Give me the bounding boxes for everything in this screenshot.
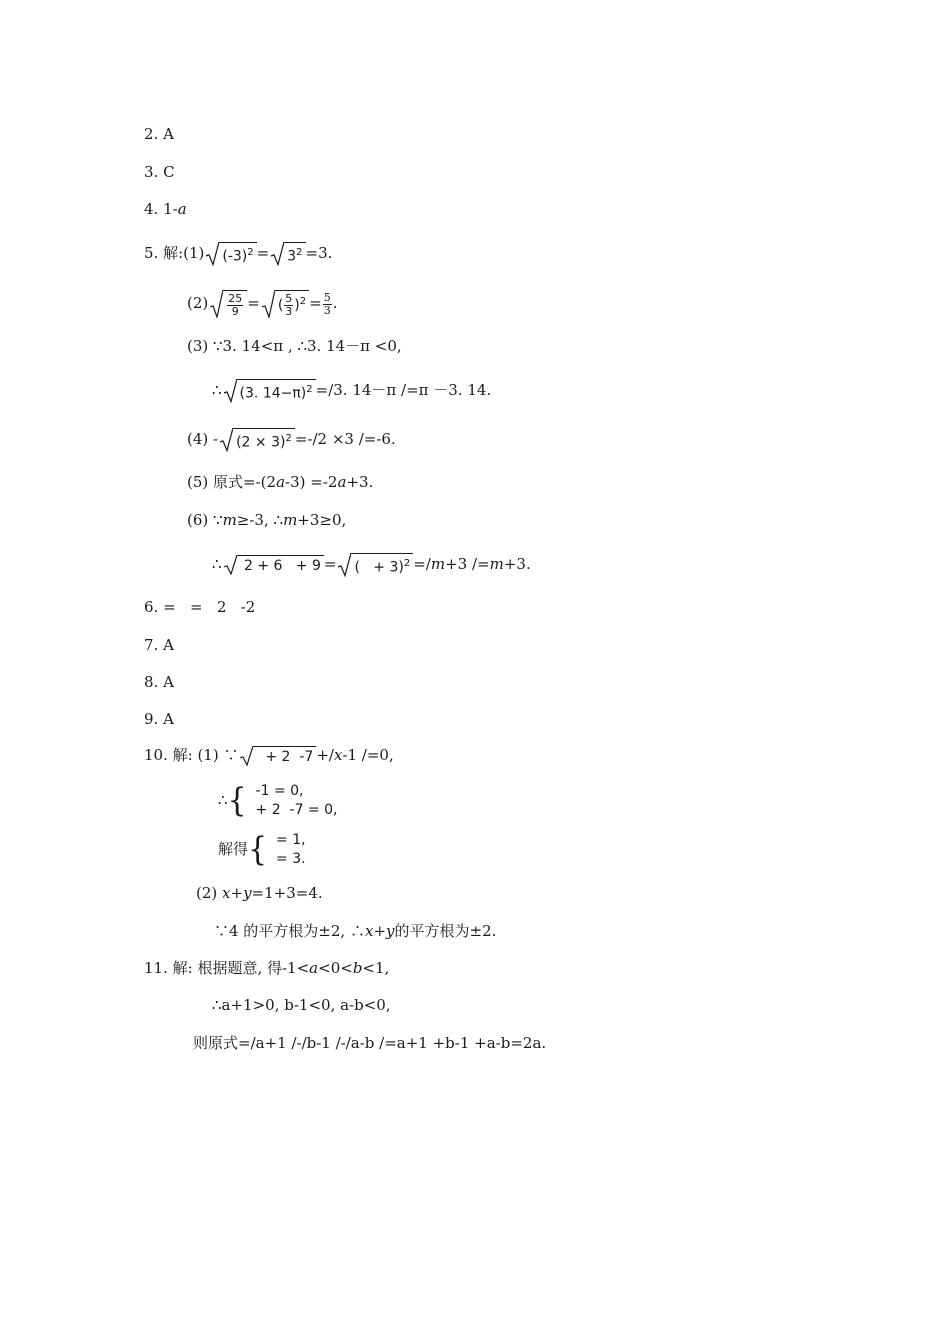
answer-10-part3: [214, 921, 496, 941]
p2-num: 25: [228, 292, 243, 306]
p1-result: =3.: [305, 243, 333, 262]
answer-4: [144, 199, 187, 219]
answer-5-part3a: (3) ∵3. 14<π , ∴3. 14－π <0,: [187, 337, 402, 355]
p6b-post2: +3 /=: [445, 554, 490, 573]
p4-rad: (2 × 3): [236, 434, 286, 451]
a10p3-plus: +: [373, 922, 387, 940]
a10p3-pre: ∵4 的平方根为±2, ∴: [214, 922, 365, 940]
a10-var: x: [333, 746, 343, 764]
answer-10-system2: [218, 830, 306, 869]
p6b-rad2: ( + 3): [354, 559, 404, 576]
a10-post2: -1 /=0,: [342, 746, 394, 764]
answer-5-label: 5. 解:: [144, 243, 184, 262]
a11-mid: <0<: [318, 959, 353, 977]
answer-5-part5: [187, 472, 373, 492]
sqrt-icon: [206, 242, 256, 266]
a10-label: 10. 解: (1) ∵: [144, 746, 239, 764]
p6a-var: m: [222, 511, 237, 529]
sqrt-icon: [210, 290, 247, 318]
left-brace-icon: {: [227, 781, 247, 820]
fraction: [284, 293, 293, 318]
sys1-pre: ∴: [218, 791, 228, 809]
sqrt-icon: [224, 555, 324, 575]
a11-end: <1,: [362, 959, 390, 977]
p6b-end: +3.: [503, 554, 531, 573]
p5-end: +3.: [346, 473, 374, 491]
answer-11-line1: [144, 958, 389, 978]
p2-den: 9: [231, 305, 239, 319]
sys1-line1: -1 = 0,: [246, 783, 304, 799]
sqrt-icon: ( $\frac{5}{3}$ )$^2$: [262, 290, 309, 318]
p1-exp: 2: [247, 247, 254, 258]
a10p2-plus: +: [230, 884, 244, 902]
answer-8: 8. A: [144, 673, 174, 691]
sqrt-icon: [271, 242, 305, 266]
sys2-pre: 解得: [218, 840, 249, 858]
p3b-pre: ∴: [212, 380, 222, 399]
answer-5-part3b: [212, 379, 491, 403]
p6a-var2: m: [283, 511, 298, 529]
a10-rad: + 2 -7: [253, 746, 316, 766]
p6b-exp: 2: [403, 558, 411, 569]
a10-post1: +/: [316, 746, 334, 764]
p2-label: (2): [187, 294, 209, 313]
a10p2-var: x: [222, 884, 231, 902]
p6a-mid: ≥-3, ∴: [236, 511, 284, 529]
answer-5-part6b: [212, 553, 531, 577]
p6b-rad1: 2 + 6 + 9: [237, 555, 324, 575]
a11-pre: 11. 解: 根据题意, 得-1<: [144, 959, 310, 977]
p6b-var: m: [430, 554, 446, 573]
a11-b: b: [352, 959, 363, 977]
p2-end: .: [332, 294, 338, 313]
answer-10-system1: [218, 781, 337, 820]
p3b-post: =/3. 14－π /=π －3. 14.: [315, 380, 492, 399]
a10p3-var: x: [364, 922, 374, 940]
p1-rad1: (-3): [222, 248, 248, 265]
answer-4-var: a: [177, 200, 187, 218]
left-brace-icon: {: [248, 830, 268, 869]
answer-4-prefix: 4. 1-: [144, 200, 178, 218]
a11-a: a: [309, 959, 319, 977]
answer-5-p1-label: (1): [183, 243, 205, 262]
a10p2-end: =1+3=4.: [251, 884, 323, 902]
p3b-exp: 2: [306, 384, 313, 395]
p2-res-num: 5: [323, 290, 331, 304]
sys2-line1: = 1,: [267, 832, 306, 848]
sqrt-icon: [338, 553, 413, 577]
answer-5-part2: [187, 290, 338, 318]
answer-6: 6. = = 2 -2: [144, 598, 256, 616]
sqrt-icon: [220, 428, 295, 452]
p6b-var2: m: [489, 554, 504, 573]
p1-exp2: 2: [296, 247, 303, 258]
p2-inner-num: 5: [285, 292, 293, 306]
a10p2-var2: y: [243, 884, 252, 902]
p4-pre: (4) -: [187, 429, 219, 448]
fraction: [323, 292, 332, 317]
p2-exp: 2: [299, 296, 307, 307]
p2-eq: =: [247, 294, 260, 313]
p6b-pre: ∴: [212, 554, 222, 573]
p3b-rad: (3. 14−π): [239, 385, 307, 402]
answer-5-part1: [144, 242, 332, 266]
answer-10-part1: [144, 745, 394, 766]
answer-3: 3. C: [144, 163, 175, 181]
a10p2-pre: (2): [196, 884, 223, 902]
p5-mid: -3) =-2: [285, 473, 338, 491]
p2-res-den: 3: [323, 303, 331, 317]
answer-10-part2: [196, 883, 323, 903]
p4-exp: 2: [285, 433, 292, 444]
p6b-eq: =: [323, 554, 337, 573]
answer-9: 9. A: [144, 710, 174, 728]
p6b-post1: =/: [413, 554, 431, 573]
answer-5-part6a: [187, 510, 346, 530]
p2-eq2: =: [309, 294, 322, 313]
p6a-pre: (6) ∵: [187, 511, 223, 529]
sys2-line2: = 3.: [267, 851, 306, 867]
answer-2: 2. A: [144, 125, 174, 143]
p1-eq: =: [256, 243, 270, 262]
p5-var2: a: [337, 473, 347, 491]
p4-post: =-/2 ×3 /=-6.: [294, 429, 396, 448]
p5-var: a: [276, 473, 286, 491]
fraction: [227, 293, 243, 318]
sqrt-icon: [240, 746, 316, 766]
sqrt-icon: [224, 379, 316, 403]
p6a-end: +3≥0,: [297, 511, 347, 529]
answer-5-part4: [187, 428, 396, 452]
sys1-line2: + 2 -7 = 0,: [246, 802, 338, 818]
answer-11-line3: 则原式=/a+1 /-/b-1 /-/a-b /=a+1 +b-1 +a-b=2a.: [193, 1034, 547, 1052]
answer-7: 7. A: [144, 636, 174, 654]
a10p3-end: 的平方根为±2.: [394, 922, 497, 940]
p2-inner-den: 3: [285, 305, 293, 319]
p5-pre: (5) 原式=-(2: [187, 473, 277, 491]
a10p3-var2: y: [386, 922, 395, 940]
answer-11-line2: ∴a+1>0, b-1<0, a-b<0,: [212, 996, 391, 1014]
p1-rad2: 3: [287, 248, 297, 265]
